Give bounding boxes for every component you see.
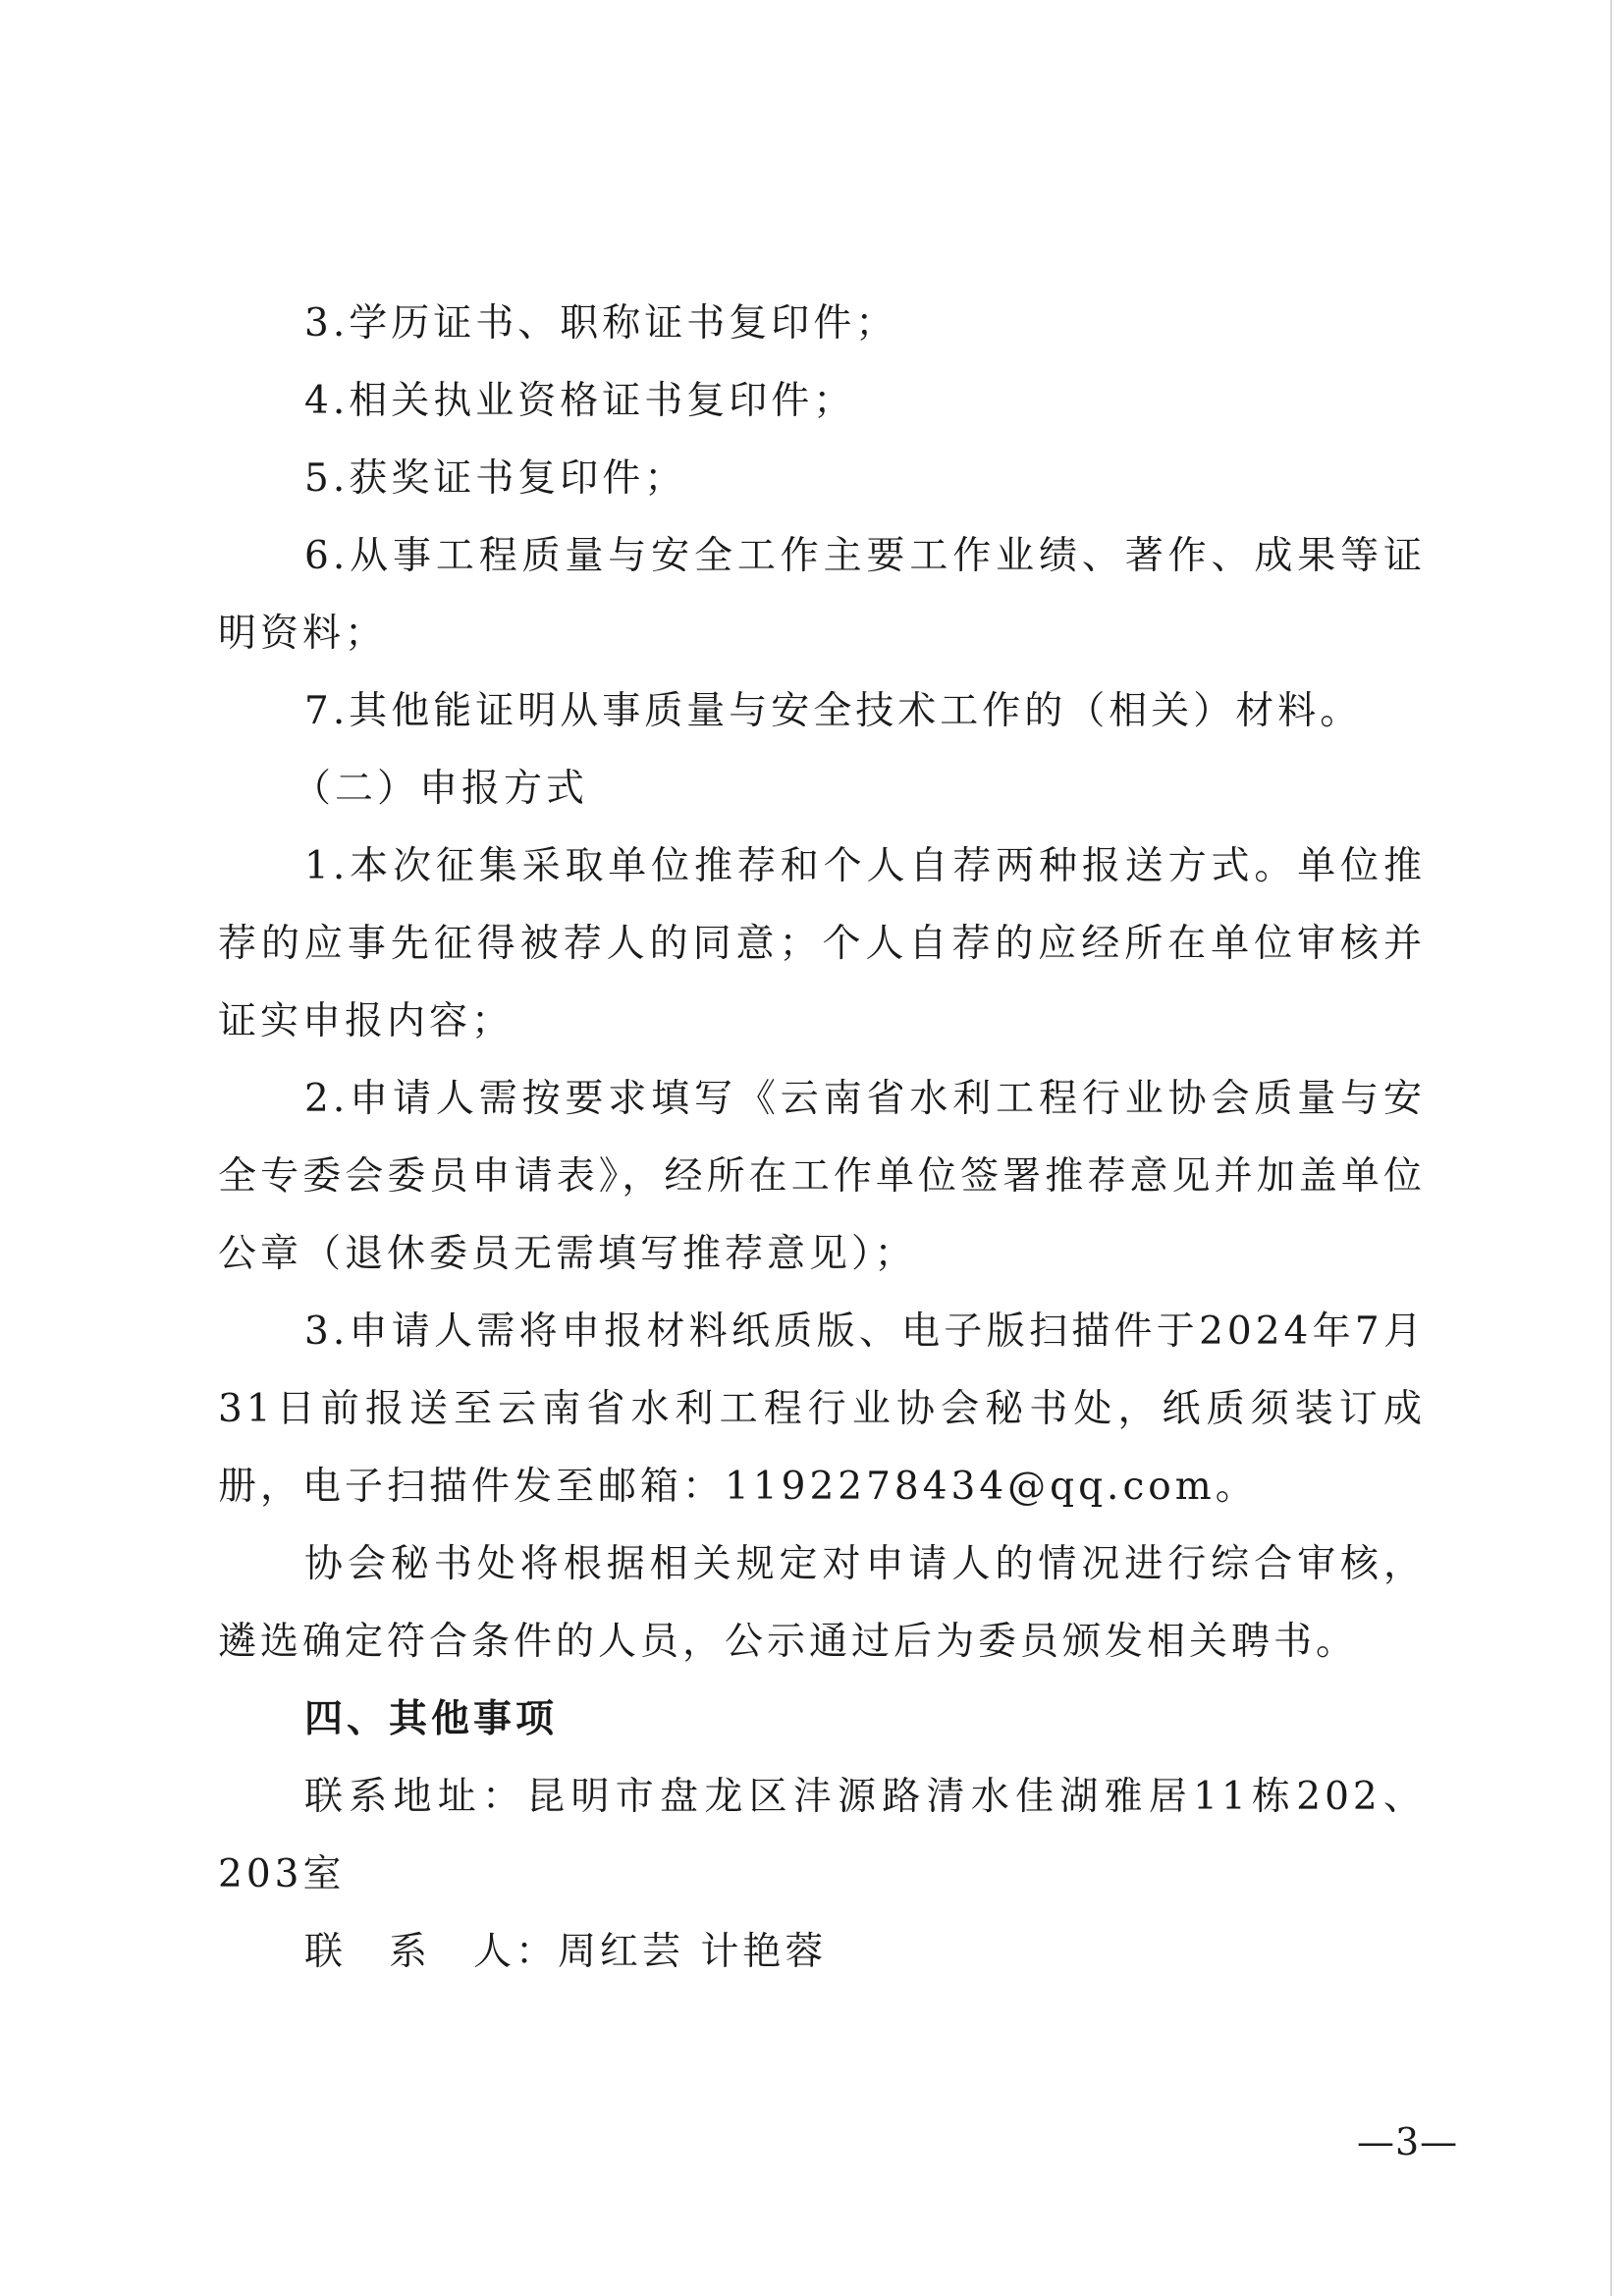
list-item-work-achievements: 6.从事工程质量与安全工作主要工作业绩、著作、成果等证明资料； — [218, 534, 1426, 656]
list-item-recommendation-methods: 1.本次征集采取单位推荐和个人自荐两种报送方式。单位推荐的应事先征得被荐人的同意；个人自荐的应经所在单位审核并证实申报内容； — [218, 844, 1426, 1043]
section-heading-other-matters: 四、其他事项 — [304, 1697, 559, 1741]
page-edge-line — [1610, 0, 1612, 2296]
contact-address: 联系地址：昆明市盘龙区沣源路清水佳湖雅居11栋202、203室 — [218, 1775, 1426, 1896]
list-item-application-form: 2.申请人需按要求填写《云南省水利工程行业协会质量与安全专委会委员申请表》，经所在工作单位签署推荐意见并加盖单位公章（退休委员无需填写推荐意见）； — [218, 1077, 1426, 1276]
list-item-qualification-copies: 4.相关执业资格证书复印件； — [304, 379, 856, 423]
list-item-award-copies: 5.获奖证书复印件； — [304, 456, 687, 501]
section-subheading-application-method: （二）申报方式 — [293, 767, 589, 811]
contact-persons: 联 系 人：周红芸 计艳蓉 — [304, 1930, 828, 1974]
document-body — [218, 285, 1426, 1991]
list-item-diploma-copies: 3.学历证书、职称证书复印件； — [304, 301, 898, 346]
list-item-other-materials: 7.其他能证明从事质量与安全技术工作的（相关）材料。 — [304, 689, 1363, 733]
list-item-submission-deadline: 3.申请人需将申报材料纸质版、电子版扫描件于2024年7月31日前报送至云南省水利工程行业协会秘书处，纸质须装订成册，电子扫描件发至邮箱：1192278434@qq.com。 — [218, 1309, 1426, 1509]
page-number: —3— — [1357, 2120, 1459, 2163]
paragraph-review-process: 协会秘书处将根据相关规定对申请人的情况进行综合审核，遴选确定符合条件的人员，公示通过后为委员颁发相关聘书。 — [218, 1542, 1426, 1664]
